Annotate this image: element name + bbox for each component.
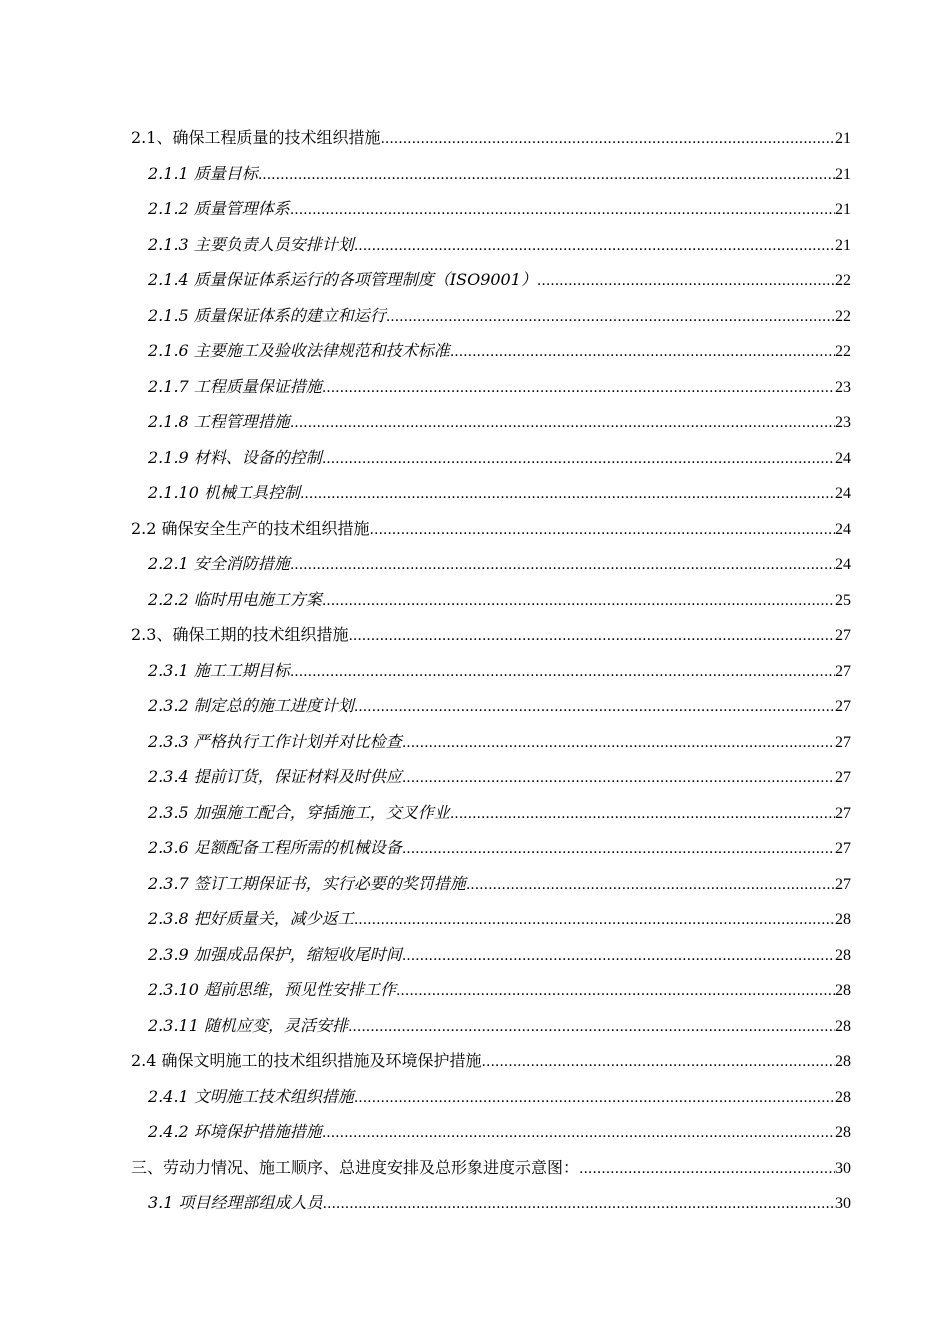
toc-dot-leader — [402, 937, 835, 975]
toc-entry[interactable] — [131, 120, 851, 156]
toc-entry-page-number: 28 — [835, 1053, 851, 1070]
toc-dot-leader — [370, 511, 835, 549]
toc-entry-page-number: 23 — [835, 414, 851, 431]
toc-entry-page-number: 28 — [835, 1124, 851, 1141]
toc-dot-leader — [354, 227, 835, 265]
toc-dot-leader — [322, 440, 835, 478]
toc-entry[interactable] — [131, 227, 851, 263]
toc-entry-title: 2.2.2 临时用电施工方案 — [148, 589, 322, 609]
toc-entry-title: 2.1.6 主要施工及验收法律规范和技术标准 — [148, 341, 450, 360]
toc-entry[interactable] — [131, 1043, 851, 1079]
toc-dot-leader — [322, 582, 835, 620]
toc-entry-page-number: 28 — [835, 1088, 851, 1106]
toc-entry-page-number: 22 — [835, 272, 851, 289]
toc-dot-leader — [290, 404, 835, 442]
toc-entry[interactable] — [131, 759, 851, 795]
toc-entry-page-number: 22 — [835, 343, 851, 360]
toc-entry[interactable] — [131, 901, 851, 937]
toc-dot-leader — [354, 688, 835, 726]
toc-dot-leader — [348, 617, 835, 655]
toc-entry-page-number: 21 — [835, 201, 851, 218]
toc-entry-page-number: 21 — [835, 130, 851, 147]
toc-entry-title: 2.3.9 加强成品保护，缩短收尾时间 — [148, 944, 402, 964]
toc-entry[interactable] — [131, 688, 851, 724]
toc-entry-title: 2.1.4 质量保证体系运行的各项管理制度（ISO9001） — [148, 270, 537, 289]
toc-entry[interactable] — [131, 191, 851, 227]
toc-entry-page-number: 30 — [835, 1195, 851, 1212]
toc-entry[interactable] — [131, 440, 851, 476]
toc-dot-leader — [322, 1114, 835, 1152]
toc-entry[interactable] — [131, 1079, 851, 1115]
toc-entry-title: 三、劳动力情况、施工顺序、总进度安排及总形象进度示意图： — [131, 1157, 580, 1177]
toc-entry-page-number: 27 — [835, 840, 851, 857]
toc-entry[interactable] — [131, 617, 851, 653]
toc-entry-page-number: 28 — [835, 982, 851, 999]
toc-dot-leader — [322, 369, 835, 407]
toc-entry-page-number: 24 — [835, 556, 851, 573]
toc-entry-page-number: 24 — [835, 449, 851, 467]
toc-entry[interactable] — [131, 724, 851, 760]
toc-entry-page-number: 27 — [835, 733, 851, 751]
toc-entry-page-number: 28 — [835, 946, 851, 964]
toc-entry[interactable] — [131, 369, 851, 405]
toc-dot-leader — [354, 1079, 835, 1117]
toc-entry[interactable] — [131, 653, 851, 689]
toc-dot-leader — [386, 298, 835, 336]
toc-dot-leader — [450, 333, 835, 371]
table-of-contents — [131, 120, 851, 1221]
toc-entry-title: 2.1.5 质量保证体系的建立和运行 — [148, 305, 386, 325]
toc-entry[interactable] — [131, 1150, 851, 1186]
toc-entry[interactable] — [131, 1114, 851, 1150]
toc-entry[interactable] — [131, 866, 851, 902]
toc-dot-leader — [537, 262, 835, 300]
toc-entry-title: 2.3.1 施工工期目标 — [148, 660, 290, 680]
toc-entry[interactable] — [131, 475, 851, 511]
toc-entry-title: 2.4.1 文明施工技术组织措施 — [148, 1086, 354, 1106]
toc-entry-page-number: 21 — [835, 165, 851, 183]
toc-entry-page-number: 27 — [835, 627, 851, 644]
toc-entry-page-number: 27 — [835, 804, 851, 822]
toc-entry-title: 2.3.4 提前订货，保证材料及时供应 — [148, 767, 402, 786]
toc-entry-page-number: 21 — [835, 236, 851, 254]
toc-entry-page-number: 27 — [835, 698, 851, 715]
toc-dot-leader — [579, 1150, 835, 1188]
toc-entry-title: 2.1.1 质量目标 — [148, 163, 258, 183]
toc-entry-title: 2.3.10 超前思维，预见性安排工作 — [148, 980, 396, 999]
toc-entry[interactable] — [131, 582, 851, 618]
toc-dot-leader — [354, 901, 835, 939]
toc-dot-leader — [380, 120, 835, 158]
toc-entry-title: 2.1.8 工程管理措施 — [148, 412, 290, 431]
toc-entry[interactable] — [131, 1185, 851, 1221]
toc-entry[interactable] — [131, 156, 851, 192]
toc-entry-page-number: 27 — [835, 769, 851, 786]
toc-dot-leader — [450, 795, 835, 833]
toc-entry-title: 2.3.3 严格执行工作计划并对比检查 — [148, 731, 402, 751]
toc-entry-title: 2.2.1 安全消防措施 — [148, 554, 290, 573]
toc-entry-title: 2.3.7 签订工期保证书，实行必要的奖罚措施 — [148, 873, 466, 893]
toc-dot-leader — [466, 866, 835, 904]
toc-dot-leader — [290, 546, 835, 584]
toc-entry-title: 3.1 项目经理部组成人员 — [148, 1193, 323, 1212]
toc-entry-title: 2.3.2 制定总的施工进度计划 — [148, 696, 354, 715]
toc-entry-page-number: 27 — [835, 875, 851, 893]
toc-dot-leader — [290, 653, 835, 691]
toc-dot-leader — [402, 830, 835, 868]
toc-entry-title: 2.4 确保文明施工的技术组织措施及环境保护措施 — [131, 1051, 482, 1070]
toc-dot-leader — [348, 1008, 835, 1046]
toc-dot-leader — [482, 1043, 835, 1081]
toc-entry[interactable] — [131, 795, 851, 831]
toc-entry-page-number: 28 — [835, 911, 851, 928]
toc-dot-leader — [290, 191, 835, 229]
toc-dot-leader — [258, 156, 835, 194]
toc-entry-page-number: 24 — [835, 485, 851, 502]
toc-entry-title: 2.1.9 材料、设备的控制 — [148, 447, 322, 467]
toc-dot-leader — [402, 759, 835, 797]
toc-dot-leader — [300, 475, 835, 513]
toc-entry-title: 2.1、确保工程质量的技术组织措施 — [131, 128, 381, 147]
toc-entry-title: 2.3.6 足额配备工程所需的机械设备 — [148, 838, 402, 857]
toc-entry-page-number: 25 — [835, 591, 851, 609]
toc-entry[interactable] — [131, 404, 851, 440]
toc-entry[interactable] — [131, 972, 851, 1008]
toc-entry[interactable] — [131, 333, 851, 369]
toc-entry[interactable] — [131, 262, 851, 298]
toc-entry-title: 2.3.5 加强施工配合，穿插施工，交叉作业 — [148, 802, 450, 822]
toc-entry[interactable] — [131, 830, 851, 866]
toc-dot-leader — [323, 1185, 835, 1223]
toc-entry-title: 2.3.8 把好质量关，减少返工 — [148, 909, 354, 928]
toc-entry-title: 2.2 确保安全生产的技术组织措施 — [131, 518, 370, 538]
toc-entry[interactable] — [131, 298, 851, 334]
toc-entry[interactable] — [131, 937, 851, 973]
toc-entry[interactable] — [131, 511, 851, 547]
toc-entry-page-number: 30 — [835, 1159, 851, 1177]
toc-entry-page-number: 22 — [835, 307, 851, 325]
toc-entry-page-number: 27 — [835, 662, 851, 680]
toc-entry-page-number: 24 — [835, 520, 851, 538]
toc-entry-page-number: 28 — [835, 1017, 851, 1035]
toc-entry-title: 2.1.7 工程质量保证措施 — [148, 376, 322, 396]
toc-entry-page-number: 23 — [835, 378, 851, 396]
toc-entry-title: 2.1.10 机械工具控制 — [148, 483, 300, 502]
toc-entry[interactable] — [131, 1008, 851, 1044]
toc-entry-title: 2.3.11 随机应变，灵活安排 — [148, 1015, 348, 1035]
toc-entry-title: 2.4.2 环境保护措施措施 — [148, 1122, 322, 1141]
toc-entry[interactable] — [131, 546, 851, 582]
toc-dot-leader — [396, 972, 835, 1010]
toc-entry-title: 2.3、确保工期的技术组织措施 — [131, 625, 349, 644]
toc-entry-title: 2.1.3 主要负责人员安排计划 — [148, 234, 354, 254]
toc-entry-title: 2.1.2 质量管理体系 — [148, 199, 290, 218]
toc-dot-leader — [402, 724, 835, 762]
